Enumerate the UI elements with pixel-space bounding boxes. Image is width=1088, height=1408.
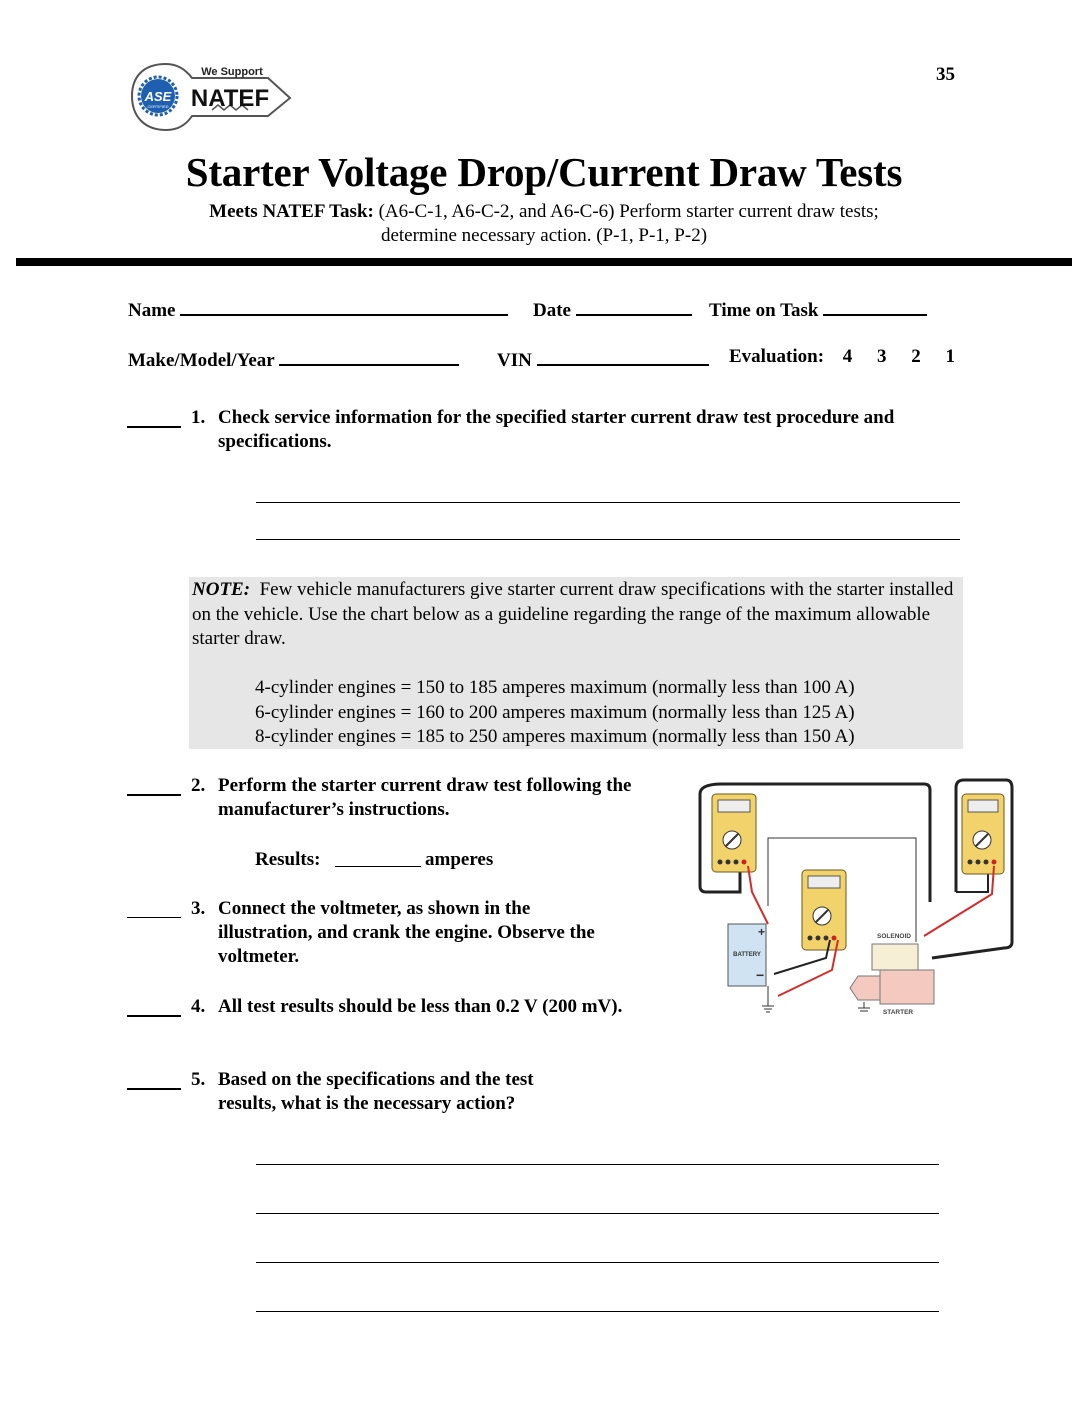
note-label: NOTE:	[192, 579, 251, 600]
results-unit: amperes	[425, 849, 494, 870]
make-model-year-field	[128, 346, 459, 372]
note-paragraph	[192, 578, 962, 652]
step-text: All test results should be less than 0.2 V (200 mV).	[218, 996, 623, 1017]
action-answer-line-3[interactable]	[256, 1262, 939, 1263]
results-label: Results:	[255, 849, 321, 870]
answer-line-1[interactable]	[256, 502, 960, 503]
evaluation-label: Evaluation:	[729, 346, 825, 367]
name-label: Name	[128, 300, 176, 321]
time-on-task-field	[709, 296, 927, 322]
step-number: 4.	[191, 996, 206, 1017]
evaluation-score-2[interactable]: 2	[911, 346, 921, 367]
step-1-checkoff-blank[interactable]	[127, 410, 181, 428]
time-on-task-input-line[interactable]	[823, 296, 927, 316]
date-input-line[interactable]	[576, 296, 692, 316]
results-input-line[interactable]	[335, 848, 421, 867]
date-label: Date	[533, 300, 571, 321]
svg-text:SOLENOID: SOLENOID	[877, 933, 911, 940]
meter-left	[712, 794, 756, 872]
svg-text:−: −	[756, 967, 765, 983]
step-text: specifications.	[218, 431, 332, 452]
step-text: Connect the voltmeter, as shown in the	[218, 898, 531, 919]
name-input-line[interactable]	[180, 296, 508, 316]
svg-text:BATTERY: BATTERY	[733, 952, 761, 958]
step-5	[127, 1068, 687, 1118]
step-text: Perform the starter current draw test following the	[218, 775, 632, 796]
step-text: illustration, and crank the engine. Observe the	[218, 922, 595, 943]
header-divider	[16, 258, 1072, 266]
date-field	[533, 296, 692, 322]
action-answer-line-2[interactable]	[256, 1213, 939, 1214]
svg-text:We Support: We Support	[201, 66, 263, 78]
note-box	[189, 577, 963, 749]
step-number: 5.	[191, 1069, 206, 1090]
voltage-drop-test-diagram	[692, 774, 1024, 1018]
step-number: 2.	[191, 775, 206, 796]
evaluation-field	[729, 346, 955, 368]
task-text: (A6-C-1, A6-C-2, and A6-C-6) Perform starter current draw tests;	[378, 201, 879, 222]
make-model-year-label: Make/Model/Year	[128, 350, 275, 371]
evaluation-score-4[interactable]: 4	[842, 346, 853, 367]
step-4-checkoff-blank[interactable]	[127, 999, 181, 1017]
meter-middle	[802, 870, 846, 950]
spec-6-cylinder: 6-cylinder engines = 160 to 200 amperes maximum (normally less than 125 A)	[255, 702, 855, 723]
spec-8-cylinder: 8-cylinder engines = 185 to 250 amperes maximum (normally less than 150 A)	[255, 726, 855, 747]
step-number: 1.	[191, 407, 206, 428]
svg-text:NATEF: NATEF	[190, 85, 270, 112]
name-field	[128, 296, 508, 322]
step-4	[127, 995, 687, 1021]
page-number: 35	[936, 64, 955, 85]
step-text: voltmeter.	[218, 946, 300, 967]
svg-text:+: +	[758, 925, 766, 939]
page-title: Starter Voltage Drop/Current Draw Tests	[185, 149, 903, 195]
key-logo-icon	[128, 58, 296, 144]
step-text: Check service information for the specified starter current draw test procedure and	[218, 407, 895, 428]
spec-4-cylinder: 4-cylinder engines = 150 to 185 amperes maximum (normally less than 100 A)	[255, 677, 855, 698]
step-text: manufacturer’s instructions.	[218, 799, 450, 820]
make-model-year-input-line[interactable]	[279, 346, 459, 366]
starter-circuit-illustration-icon	[692, 774, 1024, 1018]
task-text-line2: determine necessary action. (P-1, P-1, P-2)	[380, 225, 708, 246]
step-5-checkoff-blank[interactable]	[127, 1072, 181, 1090]
action-answer-line-4[interactable]	[256, 1311, 939, 1312]
svg-text:STARTER: STARTER	[882, 1009, 914, 1016]
solenoid-icon	[872, 944, 918, 970]
step-2-checkoff-blank[interactable]	[127, 778, 181, 796]
evaluation-score-3[interactable]: 3	[877, 346, 887, 367]
time-on-task-label: Time on Task	[709, 300, 819, 321]
step-3	[127, 897, 667, 973]
evaluation-score-1[interactable]: 1	[945, 346, 956, 367]
vin-label: VIN	[497, 350, 532, 371]
step-text: Based on the specifications and the test	[218, 1069, 534, 1090]
natef-logo	[128, 58, 296, 144]
step-number: 3.	[191, 898, 206, 919]
step-1	[127, 406, 967, 456]
natef-task-description	[0, 200, 1088, 248]
note-text: Few vehicle manufacturers give starter current draw specifications with the starter installed on the vehicle. Use the chart below as a guideline regarding the range of the maximum allowable starter draw.	[192, 579, 954, 649]
vin-input-line[interactable]	[537, 346, 709, 366]
step-text: results, what is the necessary action?	[218, 1093, 516, 1114]
step-3-checkoff-blank[interactable]	[127, 901, 181, 918]
svg-text:ASE: ASE	[144, 89, 172, 104]
vin-field	[497, 346, 709, 372]
task-label: Meets NATEF Task:	[209, 201, 374, 222]
answer-line-2[interactable]	[256, 539, 960, 540]
action-answer-line-1[interactable]	[256, 1164, 939, 1165]
meter-right	[962, 794, 1004, 874]
svg-text:CERTIFIED: CERTIFIED	[147, 104, 169, 109]
step-2	[127, 774, 667, 884]
starter-icon	[880, 970, 934, 1004]
